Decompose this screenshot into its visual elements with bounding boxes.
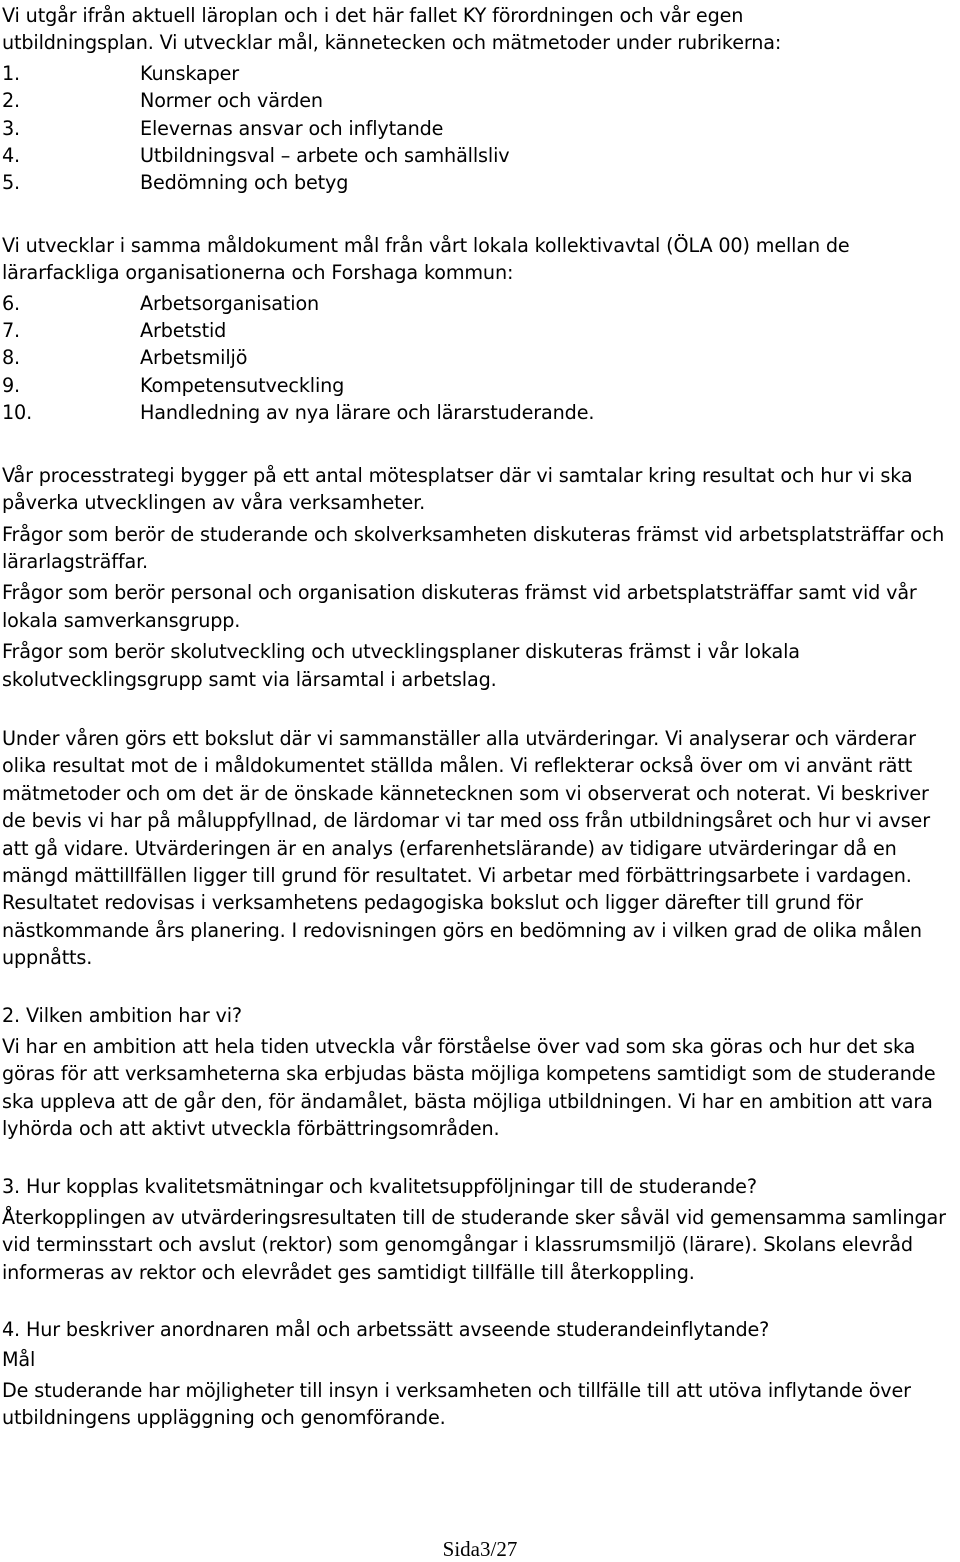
ola-paragraph: Vi utvecklar i samma måldokument mål från vårt lokala kollektivavtal (ÖLA 00) mellan de lärarfackliga organisationerna och Forshaga kommun: xyxy=(2,233,850,285)
strategy-paragraph: Vår processtrategi bygger på ett antal mötesplatser där vi samtalar kring resultat och hur vi ska påverka utvecklingen av våra verksamheter. xyxy=(2,463,913,515)
bokslut-paragraph: Under våren görs ett bokslut där vi sammanställer alla utvärderingar. Vi analyserar och värderar olika resultat mot de i måldokumentet ställda målen. Vi reflekterar också över om vi använt rätt mätmetoder och om det är de önskade kännetecknen som vi observerat och noterat. Vi beskriver de bevis vi har på måluppfyllnad, de lärdomar vi tar med oss från utbildningsåret och hur vi avser att gå vidare. Utvärderingen är en analys (erfarenhetslärande) av tidigare utvärderingar då en mängd mättillfällen ligger till grund för resultatet. Vi arbetar med förbättringsarbete i vardagen. Resultatet redovisas i verksamhetens pedagogiska bokslut och ligger därefter till grund för nästkommande års planering. I redovisningen görs en bedömning av i vilken grad de olika målen uppnåtts. xyxy=(2,726,930,970)
intro-line-1: Vi utgår ifrån aktuell läroplan och i det här fallet KY förordningen och vår egen xyxy=(2,4,744,27)
question-2-section xyxy=(2,1002,958,1143)
page-number: Sida3/27 xyxy=(442,1537,518,1561)
list-item: 6. Arbetsorganisation xyxy=(2,291,320,315)
list-item: 1. Kunskaper xyxy=(2,61,239,85)
list-item: 5. Bedömning och betyg xyxy=(2,171,349,195)
question-4-subheading: Mål xyxy=(2,1347,36,1371)
question-4-section xyxy=(2,1316,958,1432)
strategy-paragraph: Frågor som berör personal och organisation diskuteras främst vid arbetsplatsträffar samt vid vår lokala samverkansgrupp. xyxy=(2,581,917,632)
list-item: 4. Utbildningsval – arbete och samhällsliv xyxy=(2,144,510,168)
list-item: 8. Arbetsmiljö xyxy=(2,346,248,370)
strategy-paragraph: Frågor som berör de studerande och skolverksamheten diskuteras främst vid arbetsplatsträffar och lärarlagsträffar. xyxy=(2,522,945,573)
list-item: 9. Kompetensutveckling xyxy=(2,373,345,397)
strategy-paragraph: Frågor som berör skolutveckling och utvecklingsplaner diskuteras främst i vår lokala skolutvecklingsgrupp samt via lärsamtal i arbetslag. xyxy=(2,640,800,691)
document-page xyxy=(2,0,958,1432)
ola-headings-list xyxy=(2,290,958,427)
intro-line-2: utbildningsplan. Vi utvecklar mål, kännetecken och mätmetoder under rubrikerna: xyxy=(2,31,782,55)
intro-paragraph xyxy=(2,2,958,57)
question-4-body: De studerande har möjligheter till insyn i verksamheten och tillfälle till att utöva inflytande över utbildningens uppläggning och genomförande. xyxy=(2,1379,911,1430)
question-3-section xyxy=(2,1173,958,1287)
question-3-heading: 3. Hur kopplas kvalitetsmätningar och kvalitetsuppföljningar till de studerande? xyxy=(2,1174,757,1198)
list-item: 7. Arbetstid xyxy=(2,319,227,343)
strategy-section xyxy=(2,462,958,693)
list-item: 3. Elevernas ansvar och inflytande xyxy=(2,116,444,140)
question-2-heading: 2. Vilken ambition har vi? xyxy=(2,1003,242,1027)
question-2-body: Vi har en ambition att hela tiden utveckla vår förståelse över vad som ska göras och hur det ska göras för att verksamheterna ska erbjudas bästa möjliga kompetens samtidigt som de studerande ska uppleva att de går den, för ändamålet, bästa möjliga utbildningen. Vi har en ambition att vara lyhörda och att aktivt utveckla förbättringsområden. xyxy=(2,1035,936,1141)
question-3-body: Återkopplingen av utvärderingsresultaten till de studerande sker såväl vid gemensamma samlingar vid terminsstart och avslut (rektor) som genomgångar i klassrumsmiljö (lärare). Skolans elevråd informeras av rektor och elevrådet ges samtidigt tillfälle till återkoppling. xyxy=(2,1206,946,1284)
curriculum-headings-list xyxy=(2,60,958,197)
question-4-heading: 4. Hur beskriver anordnaren mål och arbetssätt avseende studerandeinflytande? xyxy=(2,1318,770,1342)
list-item: 10. Handledning av nya lärare och lärarstuderande. xyxy=(2,401,595,425)
list-item: 2. Normer och värden xyxy=(2,89,323,113)
